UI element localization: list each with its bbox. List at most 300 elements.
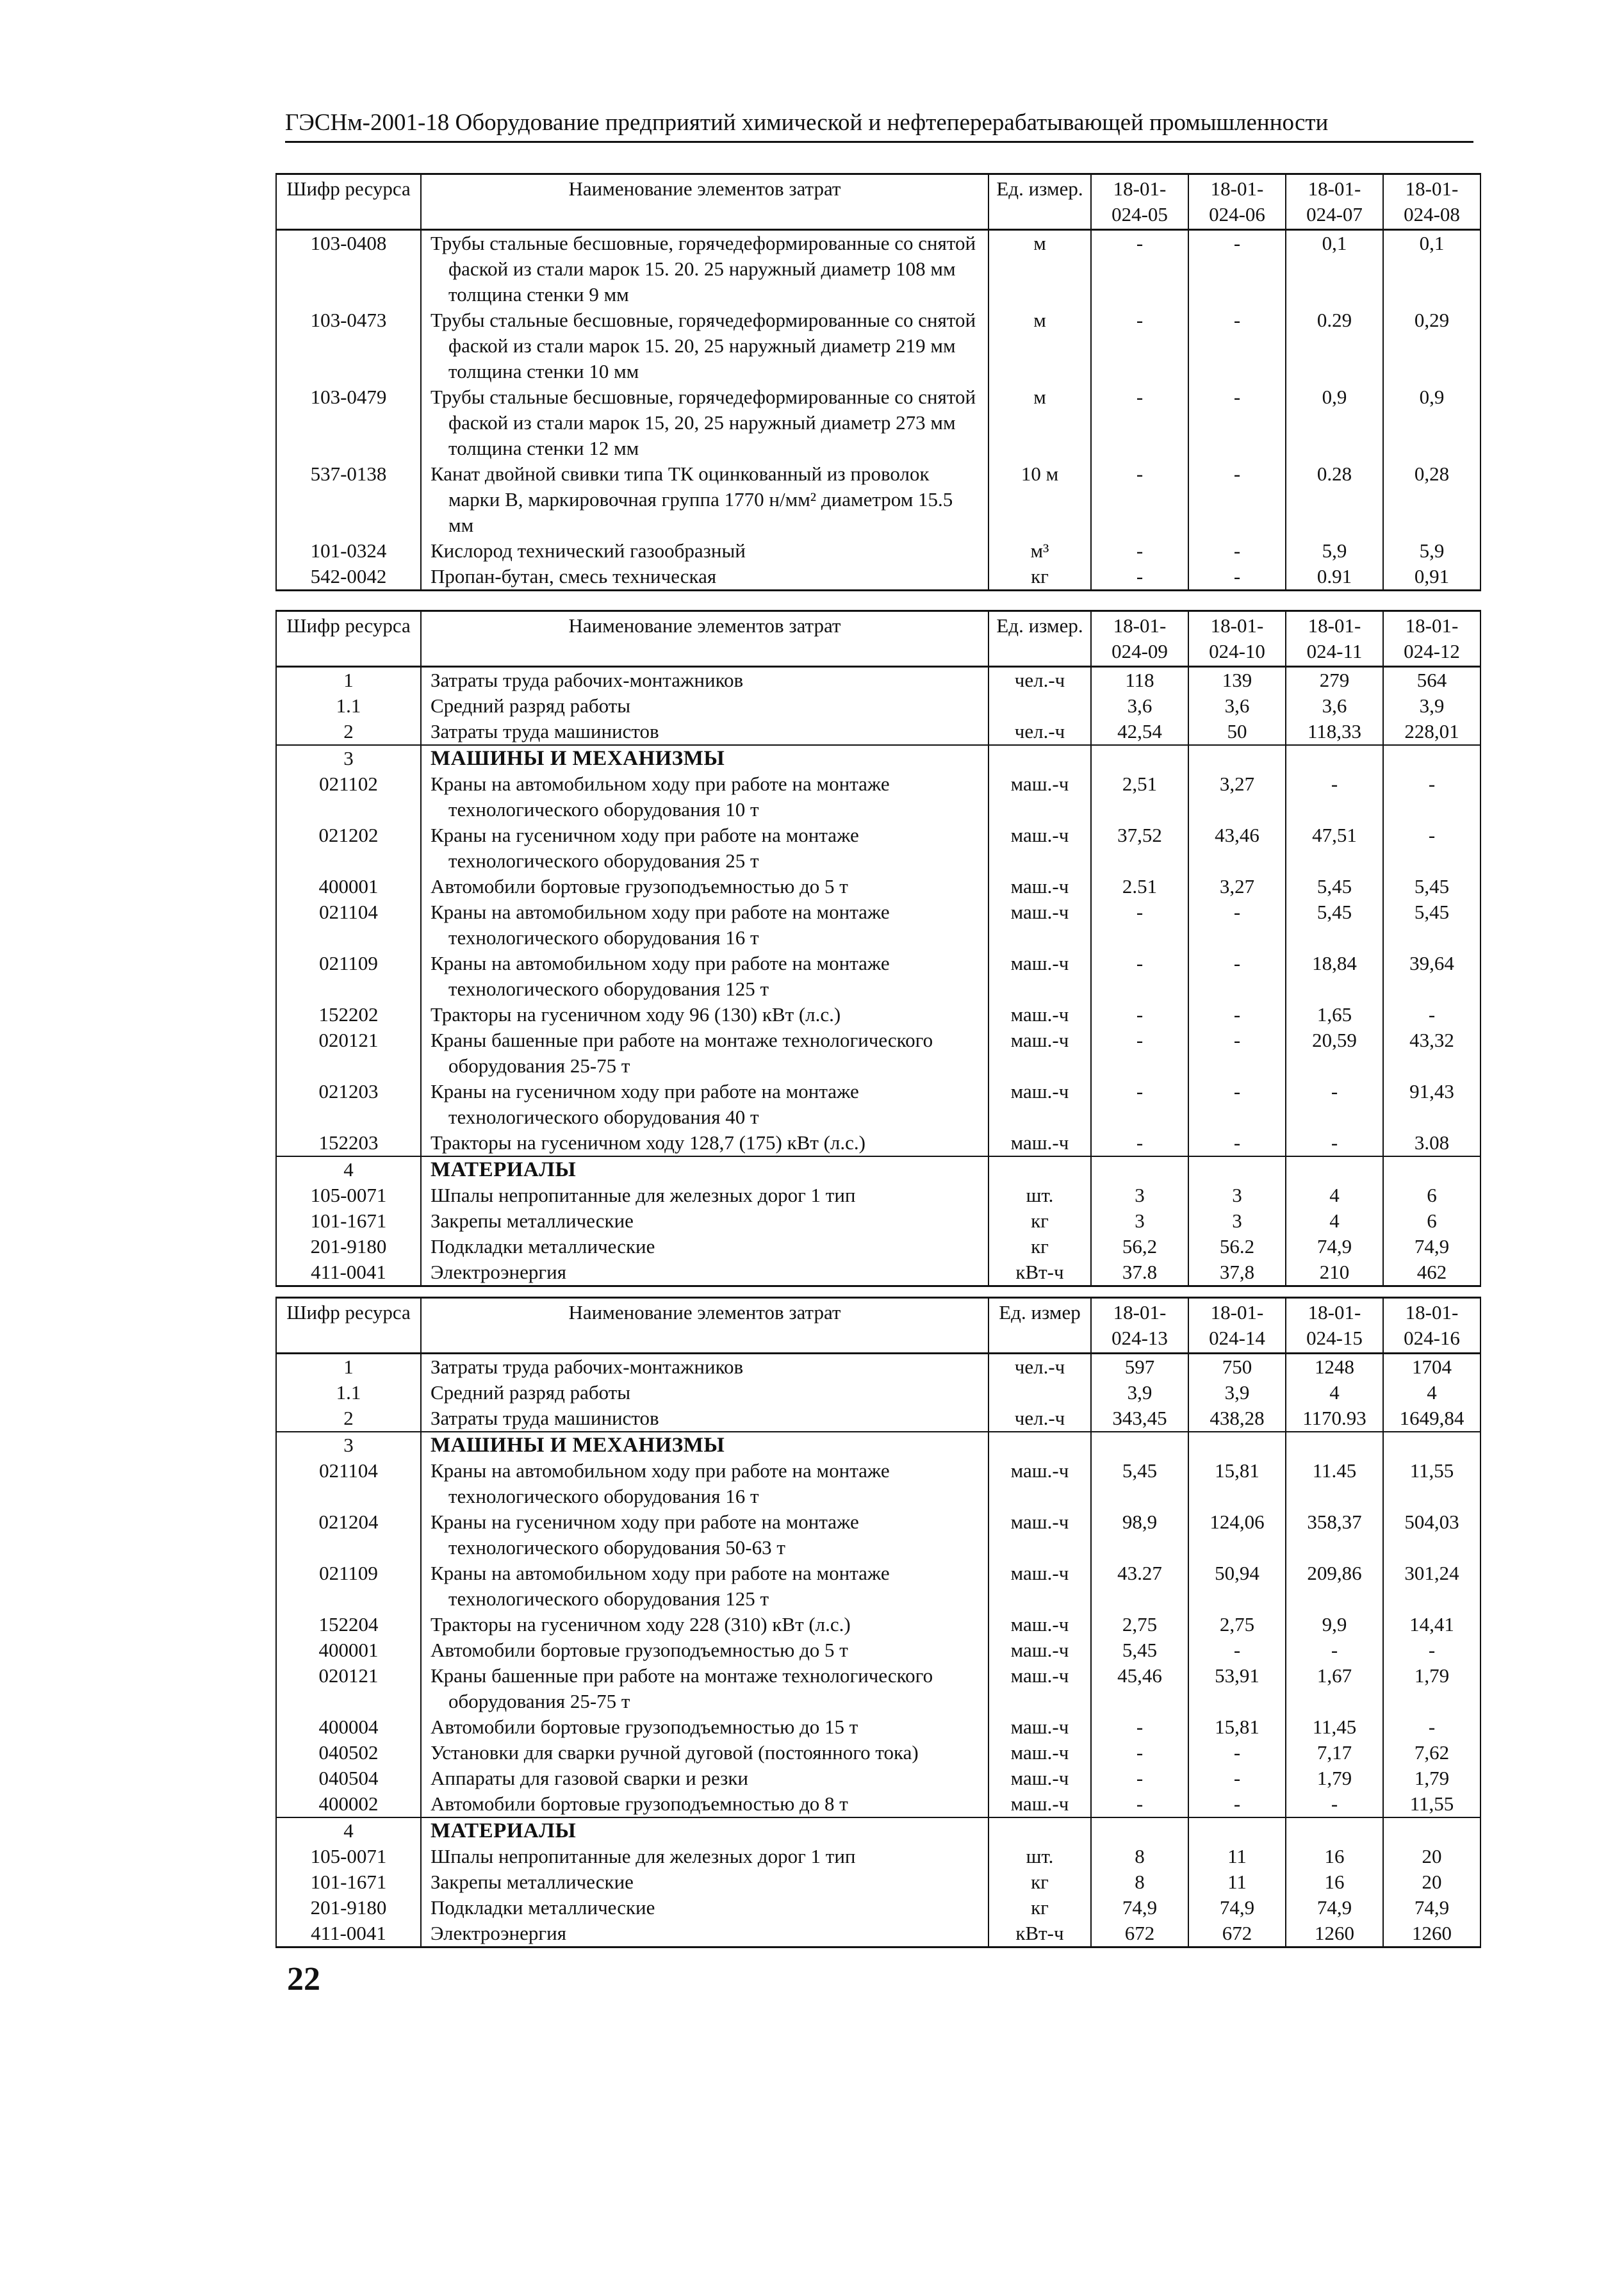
resource-code: 020121 [276,1663,421,1714]
value-col-4: 0,29 [1383,307,1480,384]
cost-element-name [421,1458,988,1509]
resource-code: 400001 [276,1637,421,1663]
value-col-2: - [1188,564,1286,591]
unit-of-measure: кг [988,564,1091,591]
unit-of-measure: кг [988,1208,1091,1234]
resource-code: 152203 [276,1130,421,1156]
resource-code: 1 [276,667,421,694]
cost-element-name [421,230,988,308]
table-row [276,693,1480,719]
value-col-2 [1188,1817,1286,1844]
unit-of-measure: маш.-ч [988,899,1091,951]
cost-element-text: Затраты труда машинистов [431,1407,659,1429]
header-unit: Ед. измер. [988,611,1091,667]
value-col-2: 11 [1188,1844,1286,1869]
value-col-3: 1,67 [1286,1663,1383,1714]
unit-of-measure: маш.-ч [988,874,1091,899]
value-col-1: 2,51 [1091,771,1188,823]
resource-code: 4 [276,1156,421,1183]
header-name: Наименование элементов затрат [421,174,988,230]
value-col-1: 2.51 [1091,874,1188,899]
table-row [276,823,1480,874]
unit-of-measure: маш.-ч [988,1612,1091,1637]
cost-element-name [421,1079,988,1130]
cost-element-name [421,1663,988,1714]
cost-element-text: Краны на автомобильном ходу при работе на монтаже технологического оборудования 125 т [431,952,890,1000]
cost-element-name [421,1234,988,1259]
value-col-3: 9,9 [1286,1612,1383,1637]
value-col-2: - [1188,1002,1286,1028]
value-col-2: - [1188,899,1286,951]
cost-element-name [421,1612,988,1637]
value-col-4 [1383,745,1480,771]
cost-element-text: МАТЕРИАЛЫ [431,1819,577,1842]
cost-element-text: Автомобили бортовые грузоподъемностью до 5 т [431,1639,848,1661]
value-col-2: 139 [1188,667,1286,694]
value-col-2: 53,91 [1188,1663,1286,1714]
value-col-3: - [1286,1130,1383,1156]
header-col-1: 18-01- 024-09 [1091,611,1188,667]
value-col-1: - [1091,1002,1188,1028]
unit-of-measure: маш.-ч [988,1714,1091,1740]
value-col-2 [1188,745,1286,771]
unit-of-measure: чел.-ч [988,719,1091,745]
unit-of-measure: 10 м [988,461,1091,538]
unit-of-measure: м [988,307,1091,384]
header-col-1: 18-01- 024-13 [1091,1298,1188,1354]
value-col-4: 3,9 [1383,693,1480,719]
cost-element-text: Трубы стальные бесшовные, горячедеформированные со снятой фаской из стали марок 15. 20, 25 наружный диаметр 219 мм толщина стенки 10 мм [431,309,976,382]
value-col-1: 5,45 [1091,1458,1188,1509]
resource-code: 101-0324 [276,538,421,564]
value-col-3: 0,9 [1286,384,1383,461]
resource-code: 400001 [276,874,421,899]
cost-element-name [421,461,988,538]
table-row [276,1791,1480,1817]
value-col-4: 4 [1383,1380,1480,1406]
cost-element-text: Подкладки металлические [431,1896,655,1919]
value-col-2: - [1188,1130,1286,1156]
unit-of-measure: кг [988,1869,1091,1895]
cost-element-name [421,1921,988,1947]
header-col-2: 18-01- 024-06 [1188,174,1286,230]
table-row [276,538,1480,564]
cost-element-text: Краны на автомобильном ходу при работе на монтаже технологического оборудования 16 т [431,901,890,949]
value-col-3: - [1286,1791,1383,1817]
table-row [276,1002,1480,1028]
unit-of-measure: маш.-ч [988,1458,1091,1509]
table-row [276,1234,1480,1259]
resource-code: 021204 [276,1509,421,1561]
cost-element-text: МАТЕРИАЛЫ [431,1158,577,1181]
header-row [276,174,1480,230]
value-col-2: 50 [1188,719,1286,745]
unit-of-measure [988,745,1091,771]
value-col-1: 3,6 [1091,693,1188,719]
value-col-3: 4 [1286,1380,1383,1406]
table-row [276,1183,1480,1208]
table-row [276,1130,1480,1156]
header-col-3: 18-01- 024-07 [1286,174,1383,230]
value-col-1: - [1091,1028,1188,1079]
resource-code: 2 [276,719,421,745]
value-col-2: 3,27 [1188,771,1286,823]
table-row [276,1406,1480,1432]
value-col-3: 358,37 [1286,1509,1383,1561]
cost-element-name [421,1156,988,1183]
cost-element-text: Краны на автомобильном ходу при работе на монтаже технологического оборудования 125 т [431,1562,890,1610]
value-col-1: 74,9 [1091,1895,1188,1921]
table-row [276,1766,1480,1791]
cost-element-text: Тракторы на гусеничном ходу 128,7 (175) кВт (л.с.) [431,1131,865,1154]
table-row [276,1663,1480,1714]
resource-code: 152204 [276,1612,421,1637]
resource-table-3 [275,1297,1481,1948]
value-col-3: 16 [1286,1869,1383,1895]
unit-of-measure: маш.-ч [988,1561,1091,1612]
cost-element-name [421,538,988,564]
value-col-2: - [1188,230,1286,308]
value-col-3: 74,9 [1286,1234,1383,1259]
cost-element-text: Краны башенные при работе на монтаже технологического оборудования 25-75 т [431,1029,933,1077]
value-col-2: 2,75 [1188,1612,1286,1637]
value-col-2: 3 [1188,1208,1286,1234]
value-col-1: - [1091,1714,1188,1740]
value-col-1 [1091,1156,1188,1183]
unit-of-measure [988,1380,1091,1406]
resource-code: 103-0408 [276,230,421,308]
value-col-2: - [1188,1766,1286,1791]
unit-of-measure: чел.-ч [988,1354,1091,1381]
header-code: Шифр ресурса [276,174,421,230]
cost-element-text: Закрепы металлические [431,1871,634,1893]
cost-element-name [421,1740,988,1766]
cost-element-text: Электроэнергия [431,1922,566,1944]
cost-element-name [421,1637,988,1663]
value-col-1: 8 [1091,1869,1188,1895]
resource-code: 021104 [276,899,421,951]
cost-element-text: Затраты труда рабочих-монтажников [431,669,744,691]
value-col-1: 42,54 [1091,719,1188,745]
value-col-1: - [1091,307,1188,384]
resource-code: 542-0042 [276,564,421,591]
resource-code: 201-9180 [276,1234,421,1259]
header-col-4: 18-01- 024-08 [1383,174,1480,230]
resource-table-1 [275,173,1481,591]
table-row [276,951,1480,1002]
cost-element-name [421,1354,988,1381]
cost-element-name [421,1844,988,1869]
table-row [276,1259,1480,1286]
value-col-2: 3,6 [1188,693,1286,719]
header-col-3: 18-01- 024-11 [1286,611,1383,667]
resource-code: 101-1671 [276,1869,421,1895]
value-col-3: 4 [1286,1208,1383,1234]
unit-of-measure: маш.-ч [988,771,1091,823]
value-col-4: 20 [1383,1869,1480,1895]
resource-code: 411-0041 [276,1259,421,1286]
resource-code: 537-0138 [276,461,421,538]
value-col-2: - [1188,1740,1286,1766]
value-col-2: 11 [1188,1869,1286,1895]
cost-element-text: Аппараты для газовой сварки и резки [431,1767,748,1789]
value-col-3 [1286,1817,1383,1844]
cost-element-text: Автомобили бортовые грузоподъемностью до 5 т [431,875,848,898]
cost-element-text: Краны на гусеничном ходу при работе на монтаже технологического оборудования 25 т [431,824,859,872]
value-col-4: 74,9 [1383,1895,1480,1921]
value-col-3: 1,79 [1286,1766,1383,1791]
cost-element-text: Тракторы на гусеничном ходу 96 (130) кВт (л.с.) [431,1003,841,1026]
table-row [276,1208,1480,1234]
value-col-3: 7,17 [1286,1740,1383,1766]
cost-element-name [421,1002,988,1028]
unit-of-measure: маш.-ч [988,1791,1091,1817]
cost-element-text: Канат двойной свивки типа ТК оцинкованный из проволок марки В, маркировочная группа 1770 н/мм² диаметром 15.5 мм [431,463,953,536]
value-col-1: 343,45 [1091,1406,1188,1432]
header-unit: Ед. измер. [988,174,1091,230]
value-col-2: - [1188,384,1286,461]
value-col-4: 228,01 [1383,719,1480,745]
value-col-3: 0.91 [1286,564,1383,591]
value-col-4: 5,45 [1383,874,1480,899]
value-col-4: 564 [1383,667,1480,694]
resource-code: 103-0479 [276,384,421,461]
table-row [276,461,1480,538]
table-row [276,1869,1480,1895]
value-col-1: 43.27 [1091,1561,1188,1612]
cost-element-text: Закрепы металлические [431,1209,634,1232]
value-col-1: - [1091,899,1188,951]
value-col-3: 16 [1286,1844,1383,1869]
value-col-4: 462 [1383,1259,1480,1286]
resource-code: 411-0041 [276,1921,421,1947]
value-col-2: - [1188,1028,1286,1079]
table-row [276,384,1480,461]
unit-of-measure: кг [988,1234,1091,1259]
value-col-4: 1,79 [1383,1663,1480,1714]
value-col-1: 45,46 [1091,1663,1188,1714]
value-col-3: 209,86 [1286,1561,1383,1612]
header-col-1: 18-01- 024-05 [1091,174,1188,230]
cost-element-name [421,1406,988,1432]
unit-of-measure: маш.-ч [988,1637,1091,1663]
header-unit: Ед. измер [988,1298,1091,1354]
value-col-3: 1170.93 [1286,1406,1383,1432]
value-col-4: 5,9 [1383,538,1480,564]
value-col-4: 7,62 [1383,1740,1480,1766]
value-col-3: 0.28 [1286,461,1383,538]
header-col-2: 18-01- 024-14 [1188,1298,1286,1354]
resource-code: 4 [276,1817,421,1844]
cost-element-name [421,745,988,771]
unit-of-measure: маш.-ч [988,1740,1091,1766]
value-col-3: 210 [1286,1259,1383,1286]
table-row [276,719,1480,745]
page-number: 22 [287,1961,320,1997]
cost-element-name [421,1714,988,1740]
table-row [276,771,1480,823]
cost-element-text: Краны на гусеничном ходу при работе на монтаже технологического оборудования 40 т [431,1080,859,1128]
value-col-3: 1248 [1286,1354,1383,1381]
cost-element-name [421,1259,988,1286]
table-row [276,1354,1480,1381]
cost-element-text: Краны на автомобильном ходу при работе на монтаже технологического оборудования 16 т [431,1459,890,1507]
value-col-1: - [1091,1791,1188,1817]
resource-code: 020121 [276,1028,421,1079]
table-row [276,899,1480,951]
value-col-3: 0.29 [1286,307,1383,384]
cost-element-text: Затраты труда машинистов [431,720,659,742]
cost-element-name [421,1183,988,1208]
cost-element-text: Трубы стальные бесшовные, горячедеформированные со снятой фаской из стали марок 15, 20, 25 наружный диаметр 273 мм толщина стенки 12 мм [431,386,976,459]
value-col-3 [1286,1156,1383,1183]
value-col-3: 0,1 [1286,230,1383,308]
cost-element-name [421,1509,988,1561]
unit-of-measure [988,1817,1091,1844]
value-col-1: 118 [1091,667,1188,694]
section-row [276,1432,1480,1458]
value-col-4: - [1383,1002,1480,1028]
unit-of-measure: маш.-ч [988,951,1091,1002]
value-col-1 [1091,1432,1188,1458]
value-col-4: 0,1 [1383,230,1480,308]
resource-code: 040504 [276,1766,421,1791]
table-row [276,1458,1480,1509]
resource-code: 105-0071 [276,1844,421,1869]
section-row [276,1817,1480,1844]
resource-code: 201-9180 [276,1895,421,1921]
value-col-3: 18,84 [1286,951,1383,1002]
value-col-1: - [1091,538,1188,564]
unit-of-measure: м [988,384,1091,461]
resource-code: 400004 [276,1714,421,1740]
value-col-4: 11,55 [1383,1791,1480,1817]
cost-element-name [421,693,988,719]
unit-of-measure: маш.-ч [988,1130,1091,1156]
value-col-4: - [1383,1714,1480,1740]
value-col-2: 3 [1188,1183,1286,1208]
cost-element-text: Шпалы непропитанные для железных дорог 1 тип [431,1184,856,1206]
cost-element-text: Трубы стальные бесшовные, горячедеформированные со снятой фаской из стали марок 15. 20. 25 наружный диаметр 108 мм толщина стенки 9 мм [431,232,976,306]
value-col-1: - [1091,384,1188,461]
header-col-3: 18-01- 024-15 [1286,1298,1383,1354]
value-col-3: - [1286,1637,1383,1663]
value-col-2: - [1188,1791,1286,1817]
value-col-3: 279 [1286,667,1383,694]
value-col-3: 47,51 [1286,823,1383,874]
unit-of-measure [988,693,1091,719]
value-col-2: - [1188,307,1286,384]
value-col-4: 74,9 [1383,1234,1480,1259]
header-row [276,611,1480,667]
unit-of-measure [988,1432,1091,1458]
value-col-2: - [1188,538,1286,564]
resource-code: 152202 [276,1002,421,1028]
value-col-4: 91,43 [1383,1079,1480,1130]
value-col-4: 1649,84 [1383,1406,1480,1432]
value-col-2: 15,81 [1188,1458,1286,1509]
cost-element-name [421,951,988,1002]
cost-element-text: Установки для сварки ручной дуговой (постоянного тока) [431,1741,919,1764]
cost-element-name [421,719,988,745]
value-col-4: 20 [1383,1844,1480,1869]
value-col-4: 0,9 [1383,384,1480,461]
resource-code: 101-1671 [276,1208,421,1234]
value-col-4: - [1383,1637,1480,1663]
value-col-3: 5,45 [1286,899,1383,951]
resource-code: 021104 [276,1458,421,1509]
value-col-4: 1704 [1383,1354,1480,1381]
resource-table-2 [275,610,1481,1287]
cost-element-name [421,1817,988,1844]
table-row [276,1921,1480,1947]
table-row [276,307,1480,384]
cost-element-text: МАШИНЫ И МЕХАНИЗМЫ [431,1434,725,1457]
unit-of-measure: маш.-ч [988,1663,1091,1714]
value-col-1: - [1091,951,1188,1002]
unit-of-measure: маш.-ч [988,1766,1091,1791]
cost-element-text: Краны башенные при работе на монтаже технологического оборудования 25-75 т [431,1664,933,1712]
resource-code: 021102 [276,771,421,823]
value-col-1: 672 [1091,1921,1188,1947]
cost-element-name [421,1380,988,1406]
header-code: Шифр ресурса [276,611,421,667]
unit-of-measure: кВт-ч [988,1921,1091,1947]
value-col-2: - [1188,951,1286,1002]
value-col-2: - [1188,461,1286,538]
cost-element-name [421,1869,988,1895]
value-col-1: 3,9 [1091,1380,1188,1406]
value-col-3: 118,33 [1286,719,1383,745]
value-col-1 [1091,1817,1188,1844]
cost-element-name [421,899,988,951]
resource-code: 1 [276,1354,421,1381]
value-col-3 [1286,745,1383,771]
header-col-4: 18-01- 024-12 [1383,611,1480,667]
resource-code: 021109 [276,951,421,1002]
resource-code: 021109 [276,1561,421,1612]
value-col-3: 1260 [1286,1921,1383,1947]
cost-element-text: Средний разряд работы [431,1381,631,1404]
table-row [276,230,1480,308]
cost-element-text: Средний разряд работы [431,694,631,717]
value-col-4: 6 [1383,1208,1480,1234]
table-row [276,1380,1480,1406]
value-col-4: 3.08 [1383,1130,1480,1156]
cost-element-name [421,1432,988,1458]
value-col-1: - [1091,1740,1188,1766]
value-col-4: 301,24 [1383,1561,1480,1612]
value-col-2: 37,8 [1188,1259,1286,1286]
resource-code: 105-0071 [276,1183,421,1208]
header-name: Наименование элементов затрат [421,611,988,667]
value-col-4: 0,28 [1383,461,1480,538]
unit-of-measure: маш.-ч [988,1509,1091,1561]
value-col-1: 37,52 [1091,823,1188,874]
resource-code: 1.1 [276,693,421,719]
value-col-4 [1383,1156,1480,1183]
unit-of-measure: чел.-ч [988,1406,1091,1432]
value-col-2: 74,9 [1188,1895,1286,1921]
unit-of-measure: маш.-ч [988,1028,1091,1079]
cost-element-text: Автомобили бортовые грузоподъемностью до 15 т [431,1716,858,1738]
cost-element-name [421,1561,988,1612]
value-col-3: - [1286,1079,1383,1130]
resource-code: 021202 [276,823,421,874]
resource-code: 040502 [276,1740,421,1766]
value-col-1: - [1091,230,1188,308]
value-col-3: 74,9 [1286,1895,1383,1921]
